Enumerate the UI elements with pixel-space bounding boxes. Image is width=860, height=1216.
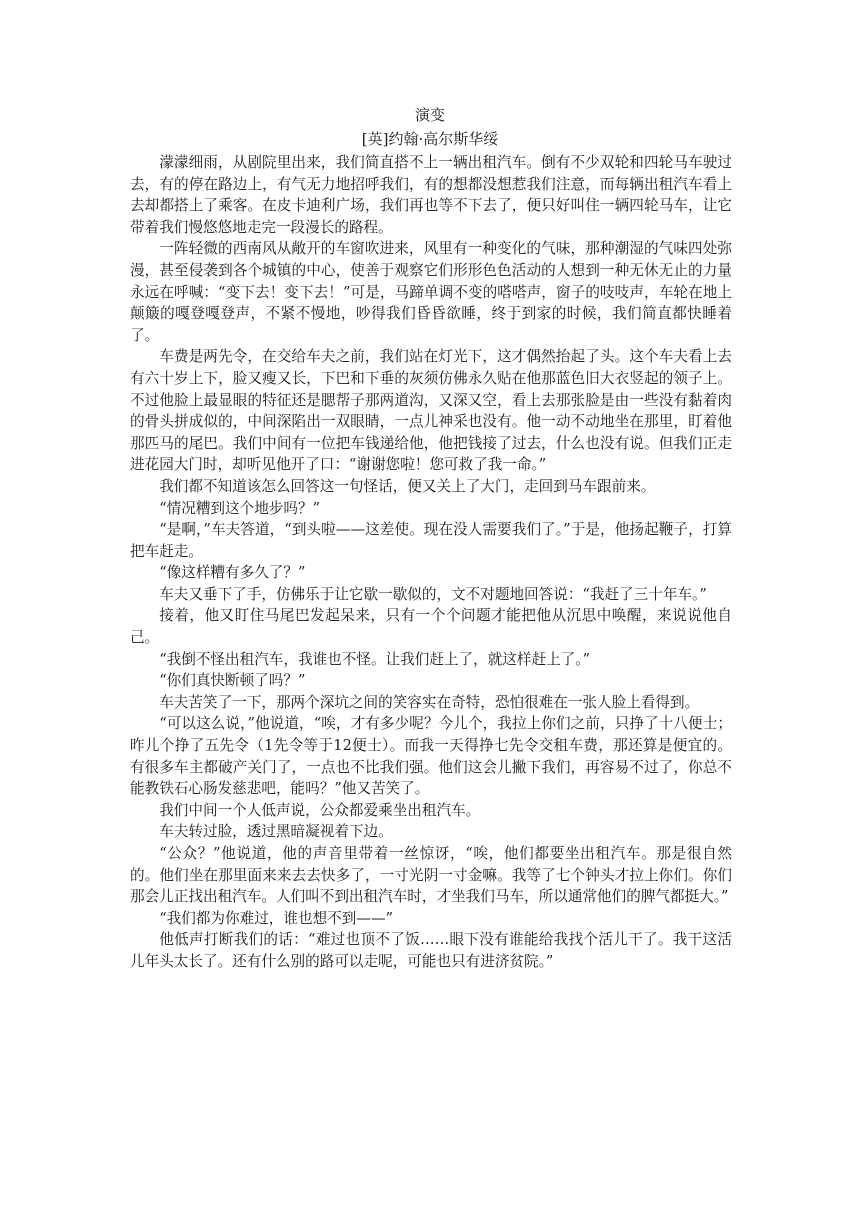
paragraph: “情况糟到这个地步吗？” <box>159 499 321 517</box>
paragraph: 车夫又垂下了手，仿佛乐于让它歇一歇似的，文不对题地回答说：“我赶了三十年车。” <box>159 585 707 603</box>
document-author: [英]约翰·高尔斯华绥 <box>361 130 499 148</box>
paragraph: “我们都为你难过，谁也想不到——” <box>159 909 394 927</box>
paragraph: 濛濛细雨，从剧院里出来，我们简直搭不上一辆出租汽车。倒有不少双轮和四轮马车驶过去，有的停在路边上，有气无力地招呼我们，有的想都没想惹我们注意，而每辆出租汽车看上去却都搭上了乘客。在皮卡迪利广场，我们再也等不下去了，便只好叫住一辆四轮马车，让它带着我们慢悠悠地走完一段漫长的路程。 <box>130 154 732 236</box>
paragraph: “像这样糟有多久了？” <box>159 564 306 582</box>
paragraph: 我们中间一个人低声说，公众都爱乘坐出租汽车。 <box>159 801 481 819</box>
paragraph: 车费是两先令，在交给车夫之前，我们站在灯光下，这才偶然抬起了头。这个车夫看上去有六十岁上下，脸又瘦又长，下巴和下垂的灰须仿佛永久贴在他那蓝色旧大衣竖起的领子上。不过他脸上最显眼的特征还是腮帮子那两道沟，又深又空，看上去那张脸是由一些没有黏着肉的骨头拼成似的，中间深陷出一双眼睛，一点儿神采也没有。他一动不动地坐在那里，盯着他那匹马的尾巴。我们中间有一位把车钱递给他，他把钱接了过去，什么也没有说。但我们正走进花园大门时，却听见他开了口：“谢谢您啦！您可救了我一命。” <box>130 348 732 474</box>
paragraph: 一阵轻微的西南风从敞开的车窗吹进来，风里有一种变化的气味，那种潮湿的气味四处弥漫，甚至侵袭到各个城镇的中心，使善于观察它们形形色色活动的人想到一种无休无止的力量永远在呼喊：“变下去！变下去！”可是，马蹄单调不变的嗒嗒声，窗子的吱吱声，车轮在地上颠簸的嘎登嘎登声，不紧不慢地，吵得我们昏昏欲睡，终于到家的时候，我们简直都快睡着了。 <box>130 240 732 344</box>
paragraph: 车夫苦笑了一下，那两个深坑之间的笑容实在奇特，恐怕很难在一张人脸上看得到。 <box>159 693 700 711</box>
paragraph: 车夫转过脸，透过黑暗凝视着下边。 <box>159 823 393 841</box>
paragraph: 他低声打断我们的话：“难过也顶不了饭……眼下没有谁能给我找个活儿干了。我干这活儿年头太长了。还有什么别的路可以走呢，可能也只有进济贫院。” <box>130 931 732 970</box>
paragraph: “公众？”他说道，他的声音里带着一丝惊讶，“唉，他们都要坐出租汽车。那是很自然的。他们坐在那里面来来去去快多了，一寸光阴一寸金嘛。我等了七个钟头才拉上你们。你们那会儿正找出租汽车。人们叫不到出租汽车时，才坐我们马车，所以通常他们的脾气都挺大。” <box>130 845 732 906</box>
document-title: 演变 <box>414 106 445 124</box>
paragraph: “你们真快断顿了吗？” <box>159 672 306 690</box>
document-body <box>130 152 732 973</box>
paragraph: “是啊，”车夫答道，“到头啦——这差使。现在没人需要我们了。”于是，他扬起鞭子，打算把车赶走。 <box>130 521 732 560</box>
paragraph: 我们都不知道该怎么回答这一句怪话，便又关上了大门，走回到马车跟前来。 <box>159 477 656 495</box>
paragraph: “可以这么说，”他说道，“唉，才有多少呢？今儿个，我拉上你们之前，只挣了十八便士；昨儿个挣了五先令（1先令等于12便士）。而我一天得挣七先令交租车费，那还算是便宜的。有很多车主都破产关门了，一点也不比我们强。他们这会儿撇下我们，再容易不过了，你总不能教铁石心肠发慈悲吧，能吗？”他又苦笑了。 <box>130 715 732 798</box>
paragraph: 接着，他又盯住马尾巴发起呆来，只有一个个问题才能把他从沉思中唤醒，来说说他自己。 <box>130 607 732 647</box>
paragraph: “我倒不怪出租汽车，我谁也不怪。让我们赶上了，就这样赶上了。” <box>159 650 591 668</box>
